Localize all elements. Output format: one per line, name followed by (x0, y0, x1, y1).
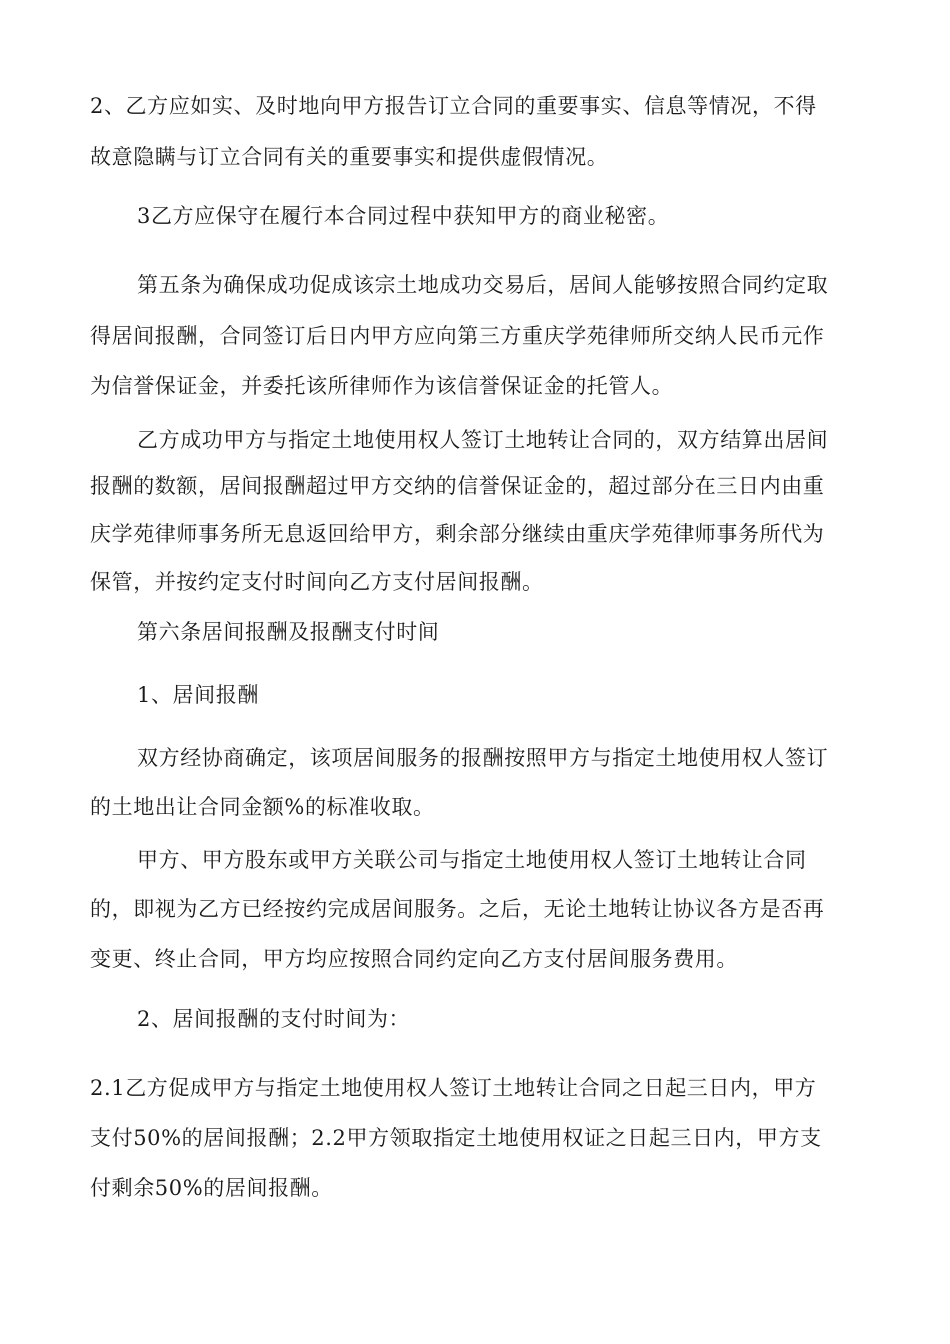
paragraph-line: 变更、终止合同，甲方均应按照合同约定向乙方支付居间服务费用。 (90, 947, 738, 971)
paragraph-line: 2、乙方应如实、及时地向甲方报告订立合同的重要事实、信息等情况，不得 (90, 94, 817, 118)
section-heading: 第六条居间报酬及报酬支付时间 (137, 620, 440, 644)
paragraph-line: 的，即视为乙方已经按约完成居间服务。之后，无论土地转让协议各方是否再 (90, 897, 825, 921)
paragraph-line: 2.1乙方促成甲方与指定土地使用权人签订土地转让合同之日起三日内，甲方 (90, 1076, 817, 1100)
paragraph-line: 保管，并按约定支付时间向乙方支付居间报酬。 (90, 570, 544, 594)
subsection-heading: 1、居间报酬 (137, 683, 259, 707)
paragraph-line: 甲方、甲方股东或甲方关联公司与指定土地使用权人签订土地转让合同 (137, 848, 807, 872)
paragraph-line: 双方经协商确定，该项居间服务的报酬按照甲方与指定土地使用权人签订 (137, 746, 829, 770)
paragraph-line: 报酬的数额，居间报酬超过甲方交纳的信誉保证金的，超过部分在三日内由重 (90, 474, 825, 498)
paragraph-line: 为信誉保证金，并委托该所律师作为该信誉保证金的托管人。 (90, 374, 674, 398)
paragraph-line: 付剩余50%的居间报酬。 (90, 1176, 333, 1200)
paragraph-line: 的土地出让合同金额%的标准收取。 (90, 795, 435, 819)
paragraph-line: 庆学苑律师事务所无息返回给甲方，剩余部分继续由重庆学苑律师事务所代为 (90, 522, 825, 546)
paragraph-line: 故意隐瞒与订立合同有关的重要事实和提供虚假情况。 (90, 145, 609, 169)
paragraph-line: 第五条为确保成功促成该宗土地成功交易后，居间人能够按照合同约定取 (137, 273, 829, 297)
paragraph-line: 得居间报酬，合同签订后日内甲方应向第三方重庆学苑律师所交纳人民币元作 (90, 324, 825, 348)
paragraph-line: 乙方成功甲方与指定土地使用权人签订土地转让合同的，双方结算出居间 (137, 428, 829, 452)
paragraph-line: 3乙方应保守在履行本合同过程中获知甲方的商业秘密。 (137, 204, 670, 228)
paragraph-line: 支付50%的居间报酬；2.2甲方领取指定土地使用权证之日起三日内，甲方支 (90, 1126, 822, 1150)
subsection-heading: 2、居间报酬的支付时间为： (137, 1007, 411, 1031)
